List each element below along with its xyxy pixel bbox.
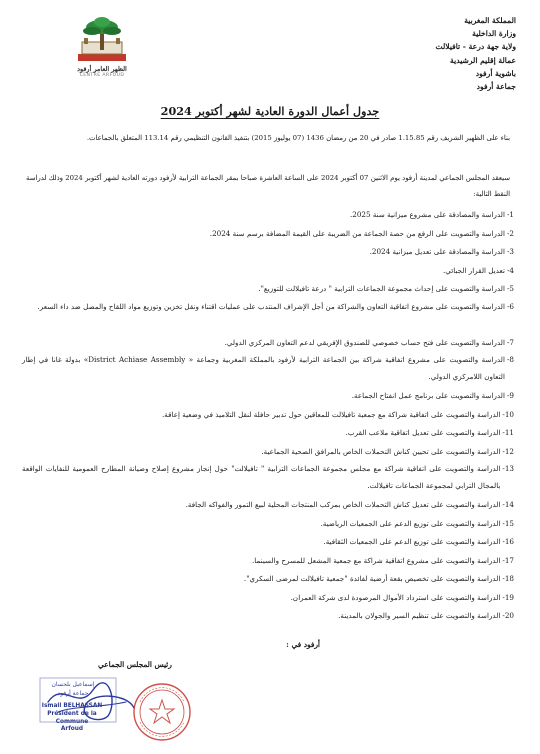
agenda-item <box>22 461 514 496</box>
agenda-item-number: 14- <box>502 500 514 509</box>
name-stamp-arabic <box>40 680 106 698</box>
agenda-item-number: 9- <box>506 391 514 400</box>
agenda-item-number: 17- <box>502 555 514 565</box>
header-line-province: عمالة إقليم الرشيدية <box>450 55 516 65</box>
official-round-seal <box>134 684 190 740</box>
header-line-kingdom: المملكة المغربية <box>464 16 516 25</box>
agenda-item-number: 8- <box>506 355 514 364</box>
agenda-item-text: الدراسة والمصادقة على مشروع ميزانية سنة 2025. <box>349 210 505 219</box>
header-line-ministry: وزارة الداخلية <box>472 29 516 39</box>
agenda-item-text: الدراسة والتصويت على إحداث مجموعة الجماعات الترابية " درعة تافيلالت للتوزيع". <box>258 284 505 293</box>
commune-logo <box>52 14 152 78</box>
agenda-item-text: الدراسة والتصويت على فتح حساب خصوصي للصندوق الإفريقي لدعم التعاون المركزي الدولي. <box>224 337 505 347</box>
agenda-item-text: الدراسة والتصويت على اتفاقية شراكة مع جمعية تافيلالت للمعاقين حول تدبير حافلة لنقل التلاميذ في وضعية إعاقة. <box>161 409 501 419</box>
agenda-item-number: 2- <box>506 228 514 238</box>
agenda-item <box>22 406 514 425</box>
agenda-item-number: 16- <box>502 537 514 546</box>
agenda-item <box>22 243 514 262</box>
agenda-item-number: 12- <box>502 446 514 456</box>
agenda-item-number: 18- <box>502 574 514 583</box>
agenda-item-text: الدراسة والتصويت على تخصيص بقعة أرضية لفائدة "جمعية تافيلالت لمرضى السكري". <box>243 574 501 583</box>
header-line-commune: جماعة أرفود <box>476 82 516 92</box>
logo-caption-latin: CENTRE ARFOUD <box>79 73 125 78</box>
agenda-item <box>22 299 514 334</box>
signatory-commune: Arfoud <box>60 726 84 733</box>
agenda-item-number: 13- <box>502 464 514 473</box>
agenda-item <box>22 533 514 552</box>
agenda-item-number: 10- <box>502 409 514 419</box>
agenda-item-text: الدراسة والتصويت على تعديل اتفاقية ملاعب القرب. <box>345 428 501 437</box>
agenda-item <box>22 515 514 534</box>
legal-basis-paragraph: بناء على الظهير الشريف رقم 1.15.85 صادر في 20 من رمضان 1436 (07 يوليوز 2015) بتنفيذ القانون التنظيمي رقم 113.14 المتعلق بالجماعات. <box>86 134 510 142</box>
agenda-item <box>22 589 514 608</box>
agenda-item-text: الدراسة والتصويت على مشروع اتفاقية شراكة بين الجماعة الترابية لأرفود بالمملكة المغربية وجماعة « District Achiase Assembly» بدولة غانا في إطار التعاون اللامركزي الدولي. <box>22 355 505 381</box>
agenda-item-text: الدراسة والتصويت على اتفاقية شراكة مع مجلس مجموعة الجماعات الترابية " تافيلالت" حول إنجاز مشروع إصلاح وصيانة المطارح العمومية للنفايات الواقعة بالمجال الترابي لمجموعة الجماعات تافيلالت. <box>22 464 501 490</box>
agenda-item-number: 20- <box>502 611 514 620</box>
agenda-item-number: 4- <box>506 265 514 275</box>
agenda-item-number: 5- <box>506 284 514 293</box>
agenda-item-text: الدراسة والتصويت على توزيع الدعم على الجمعيات الرياضية. <box>320 518 501 528</box>
signatory-position: Président de la Commune <box>47 710 97 725</box>
header-line-region: ولاية جهة درعة - تافيلالت <box>435 42 516 52</box>
place-date-line: أرفود في : <box>286 640 320 649</box>
palm-tree-emblem-icon <box>70 14 134 64</box>
logo-caption-arabic: الظهر العامر أرفود <box>77 65 127 73</box>
stamp-commune-arabic: جماعة أرفود <box>57 690 89 697</box>
intro-paragraph: سيعقد المجلس الجماعي لمدينة أرفود يوم الاثنين 07 أكتوبر 2024 على الساعة العاشرة صباحا بمقر الجماعة الترابية لأرفود دورته العادية لشهر أكتوبر 2024 وذلك لدراسة النقط التالية: <box>26 174 510 198</box>
agenda-item-number: 19- <box>502 592 514 602</box>
agenda-item-text: الدراسة والتصويت على تنظيم السير والجولان بالمدينة. <box>338 611 501 620</box>
signatory-name-block <box>32 703 112 734</box>
document-title-text: جدول أعمال الدورة العادية لشهر أكتوبر 2024 <box>160 104 380 118</box>
document-title <box>0 100 540 119</box>
president-title: رئيس المجلس الجماعي <box>98 660 172 669</box>
agenda-item <box>22 280 514 299</box>
agenda-item-text: الدراسة والتصويت على مشروع اتفاقية شراكة مع جمعية المشعل للمسرح والسينما. <box>252 555 501 565</box>
agenda-item-number: 15- <box>502 518 514 528</box>
agenda-item-text: الدراسة والتصويت على استرداد الأموال المرصودة لدى شركة العمران. <box>290 592 501 602</box>
agenda-list <box>22 206 514 626</box>
administrative-header <box>376 14 516 93</box>
agenda-item-text: الدراسة والتصويت على تعديل كناش التحملات الخاص بمركب المنتجات المحلية لبيع التمور والفواكه الجافة. <box>185 500 501 509</box>
agenda-item <box>22 334 514 353</box>
agenda-item-number: 11- <box>502 428 514 437</box>
agenda-item-text: الدراسة والتصويت على توزيع الدعم على الجمعيات الثقافية. <box>323 537 501 546</box>
signatory-name: Ismail BELHASSAN <box>41 703 103 709</box>
stamp-name-arabic: إسماعيل بلحسان <box>51 681 95 688</box>
header-line-pashalik: باشوية أرفود <box>475 68 516 78</box>
agenda-item <box>22 552 514 571</box>
agenda-item <box>22 496 514 515</box>
agenda-item-number: 1- <box>506 210 514 219</box>
agenda-item <box>22 443 514 462</box>
agenda-item-text: الدراسة والتصويت على مشروع اتفاقية التعاون والشراكة من أجل الإشراف المنتدب على عمليات اقتناء ونقل تخزين وتوزيع مواد اللقاح والمصل ضد داء السعر. <box>37 301 505 311</box>
agenda-item <box>22 607 514 626</box>
agenda-item <box>22 225 514 244</box>
agenda-item-text: الدراسة والتصويت على برنامج عمل انفتاح الجماعة. <box>351 391 505 400</box>
agenda-item <box>22 262 514 281</box>
agenda-item <box>22 206 514 225</box>
agenda-item <box>22 424 514 443</box>
agenda-item-number: 7- <box>506 337 514 347</box>
agenda-item-text: الدراسة والمصادقة على تعديل ميزانية 2024. <box>369 247 505 256</box>
agenda-item <box>22 387 514 406</box>
agenda-item-text: الدراسة والتصويت على تحيين كناش التحملات الخاص بالمرافق الصحية الجماعية. <box>261 446 501 456</box>
agenda-item <box>22 570 514 589</box>
agenda-item-number: 6- <box>506 301 514 311</box>
agenda-item-text: الدراسة والتصويت على الرفع من حصة الجماعة من الضريبة على القيمة المضافة برسم سنة 2024. <box>209 228 505 238</box>
agenda-item <box>22 352 514 387</box>
agenda-item-number: 3- <box>506 247 514 256</box>
agenda-item-text: تعديل القرار الجبائي. <box>443 265 505 275</box>
